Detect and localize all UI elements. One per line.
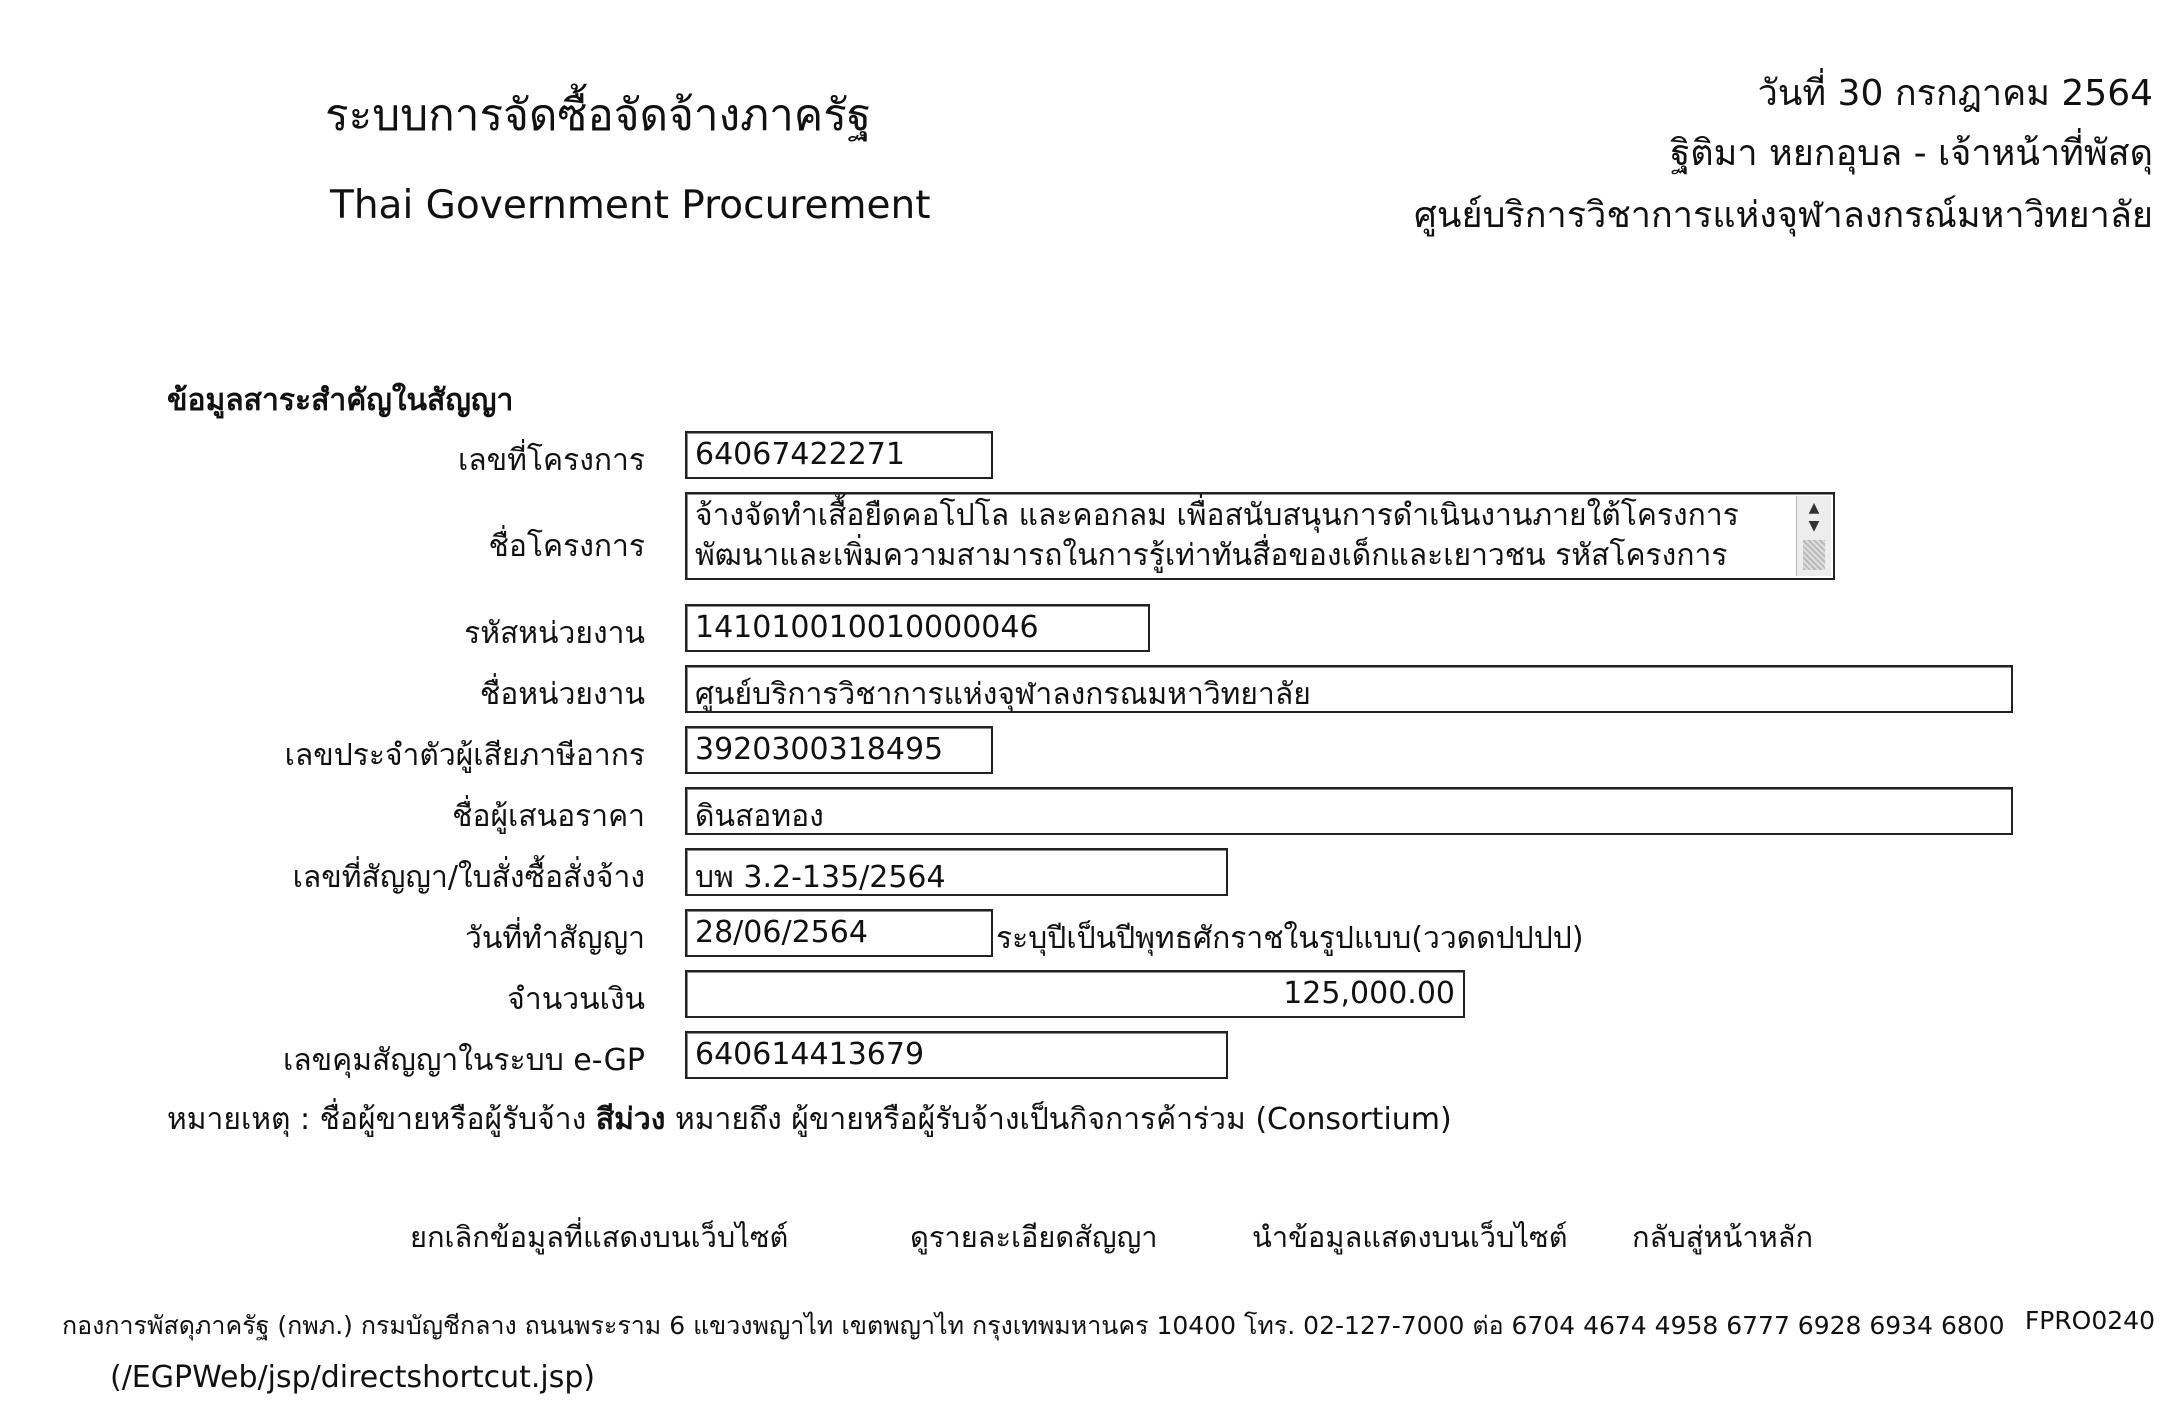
publish-website-link[interactable]: นำข้อมูลแสดงบนเว็บไซต์ (1252, 1220, 1568, 1254)
amount-field[interactable]: 125,000.00 (685, 970, 1465, 1018)
page-url: (/EGPWeb/jsp/directshortcut.jsp) (110, 1360, 596, 1395)
contract-date-field[interactable]: 28/06/2564 (685, 909, 993, 957)
note-prefix: หมายเหตุ : ชื่อผู้ขายหรือผู้รับจ้าง (167, 1102, 596, 1137)
section-title: ข้อมูลสาระสำคัญในสัญญา (167, 383, 514, 418)
system-title-english: Thai Government Procurement (330, 183, 931, 228)
cancel-publish-link[interactable]: ยกเลิกข้อมูลที่แสดงบนเว็บไซต์ (410, 1220, 789, 1254)
back-to-home-link[interactable]: กลับสู่หน้าหลัก (1632, 1220, 1814, 1254)
agency-code-field[interactable]: 141010010010000046 (685, 604, 1150, 652)
scroll-thumb[interactable] (1803, 540, 1825, 570)
tax-id-field[interactable]: 3920300318495 (685, 726, 993, 774)
contract-date-label: วันที่ทำสัญญา (464, 921, 645, 956)
organization-name: ศูนย์บริการวิชาการแห่งจุฬาลงกรณ์มหาวิทยาลัย (1414, 195, 2153, 236)
amount-label: จำนวนเงิน (507, 982, 645, 1017)
bidder-name-label: ชื่อผู้เสนอราคา (452, 799, 645, 834)
contract-date-hint: ระบุปีเป็นปีพุทธศักราชในรูปแบบ(ววดดปปปป) (996, 921, 1584, 956)
scroll-up-icon[interactable]: ▲ (1808, 500, 1820, 516)
scroll-down-icon[interactable]: ▼ (1808, 518, 1820, 534)
footer-address: กองการพัสดุภาครัฐ (กพภ.) กรมบัญชีกลาง ถนนพระราม 6 แขวงพญาไท เขตพญาไท กรุงเทพมหานคร 10400 โทร. 02-127-7000 ต่อ 6704 4674 4958 6777 6928 6934 6800 (62, 1311, 2005, 1340)
project-name-label: ชื่อโครงการ (488, 529, 645, 564)
consortium-note (167, 1096, 1452, 1143)
contract-no-field[interactable]: บพ 3.2-135/2564 (685, 848, 1228, 896)
agency-name-label: ชื่อหน่วยงาน (479, 677, 645, 712)
bidder-name-field[interactable]: ดินสอทอง (685, 787, 2013, 835)
egp-control-no-field[interactable]: 640614413679 (685, 1031, 1228, 1079)
note-suffix: หมายถึง ผู้ขายหรือผู้รับจ้างเป็นกิจการค้าร่วม (Consortium) (665, 1102, 1452, 1137)
note-emphasis: สีม่วง (595, 1102, 666, 1137)
project-name-textarea[interactable] (685, 492, 1835, 580)
page-code: FPRO0240 (2024, 1306, 2155, 1335)
current-date: วันที่ 30 กรกฎาคม 2564 (1757, 73, 2153, 114)
egp-control-no-label: เลขคุมสัญญาในระบบ e-GP (283, 1043, 645, 1078)
agency-name-field[interactable]: ศูนย์บริการวิชาการแห่งจุฬาลงกรณมหาวิทยาลัย (685, 665, 2013, 713)
contract-no-label: เลขที่สัญญา/ใบสั่งซื้อสั่งจ้าง (292, 860, 645, 895)
view-contract-detail-link[interactable]: ดูรายละเอียดสัญญา (910, 1220, 1158, 1254)
project-no-field[interactable]: 64067422271 (685, 431, 993, 479)
project-name-text: จ้างจัดทำเสื้อยืดคอโปโล และคอกลม เพื่อสนับสนุนการดำเนินงานภายใต้โครงการ พัฒนาและเพิ่มความสามารถในการรู้เท่าทันสื่อของเด็กและเยาวชน รหัสโครงการ (695, 498, 1739, 573)
tax-id-label: เลขประจำตัวผู้เสียภาษีอากร (284, 738, 645, 773)
project-name-scrollbar[interactable] (1796, 496, 1831, 576)
user-name-role: ฐิติมา หยกอุบล - เจ้าหน้าที่พัสดุ (1670, 133, 2153, 174)
project-no-label: เลขที่โครงการ (458, 443, 645, 478)
system-title-thai: ระบบการจัดซื้อจัดจ้างภาครัฐ (325, 90, 872, 141)
agency-code-label: รหัสหน่วยงาน (464, 616, 645, 651)
